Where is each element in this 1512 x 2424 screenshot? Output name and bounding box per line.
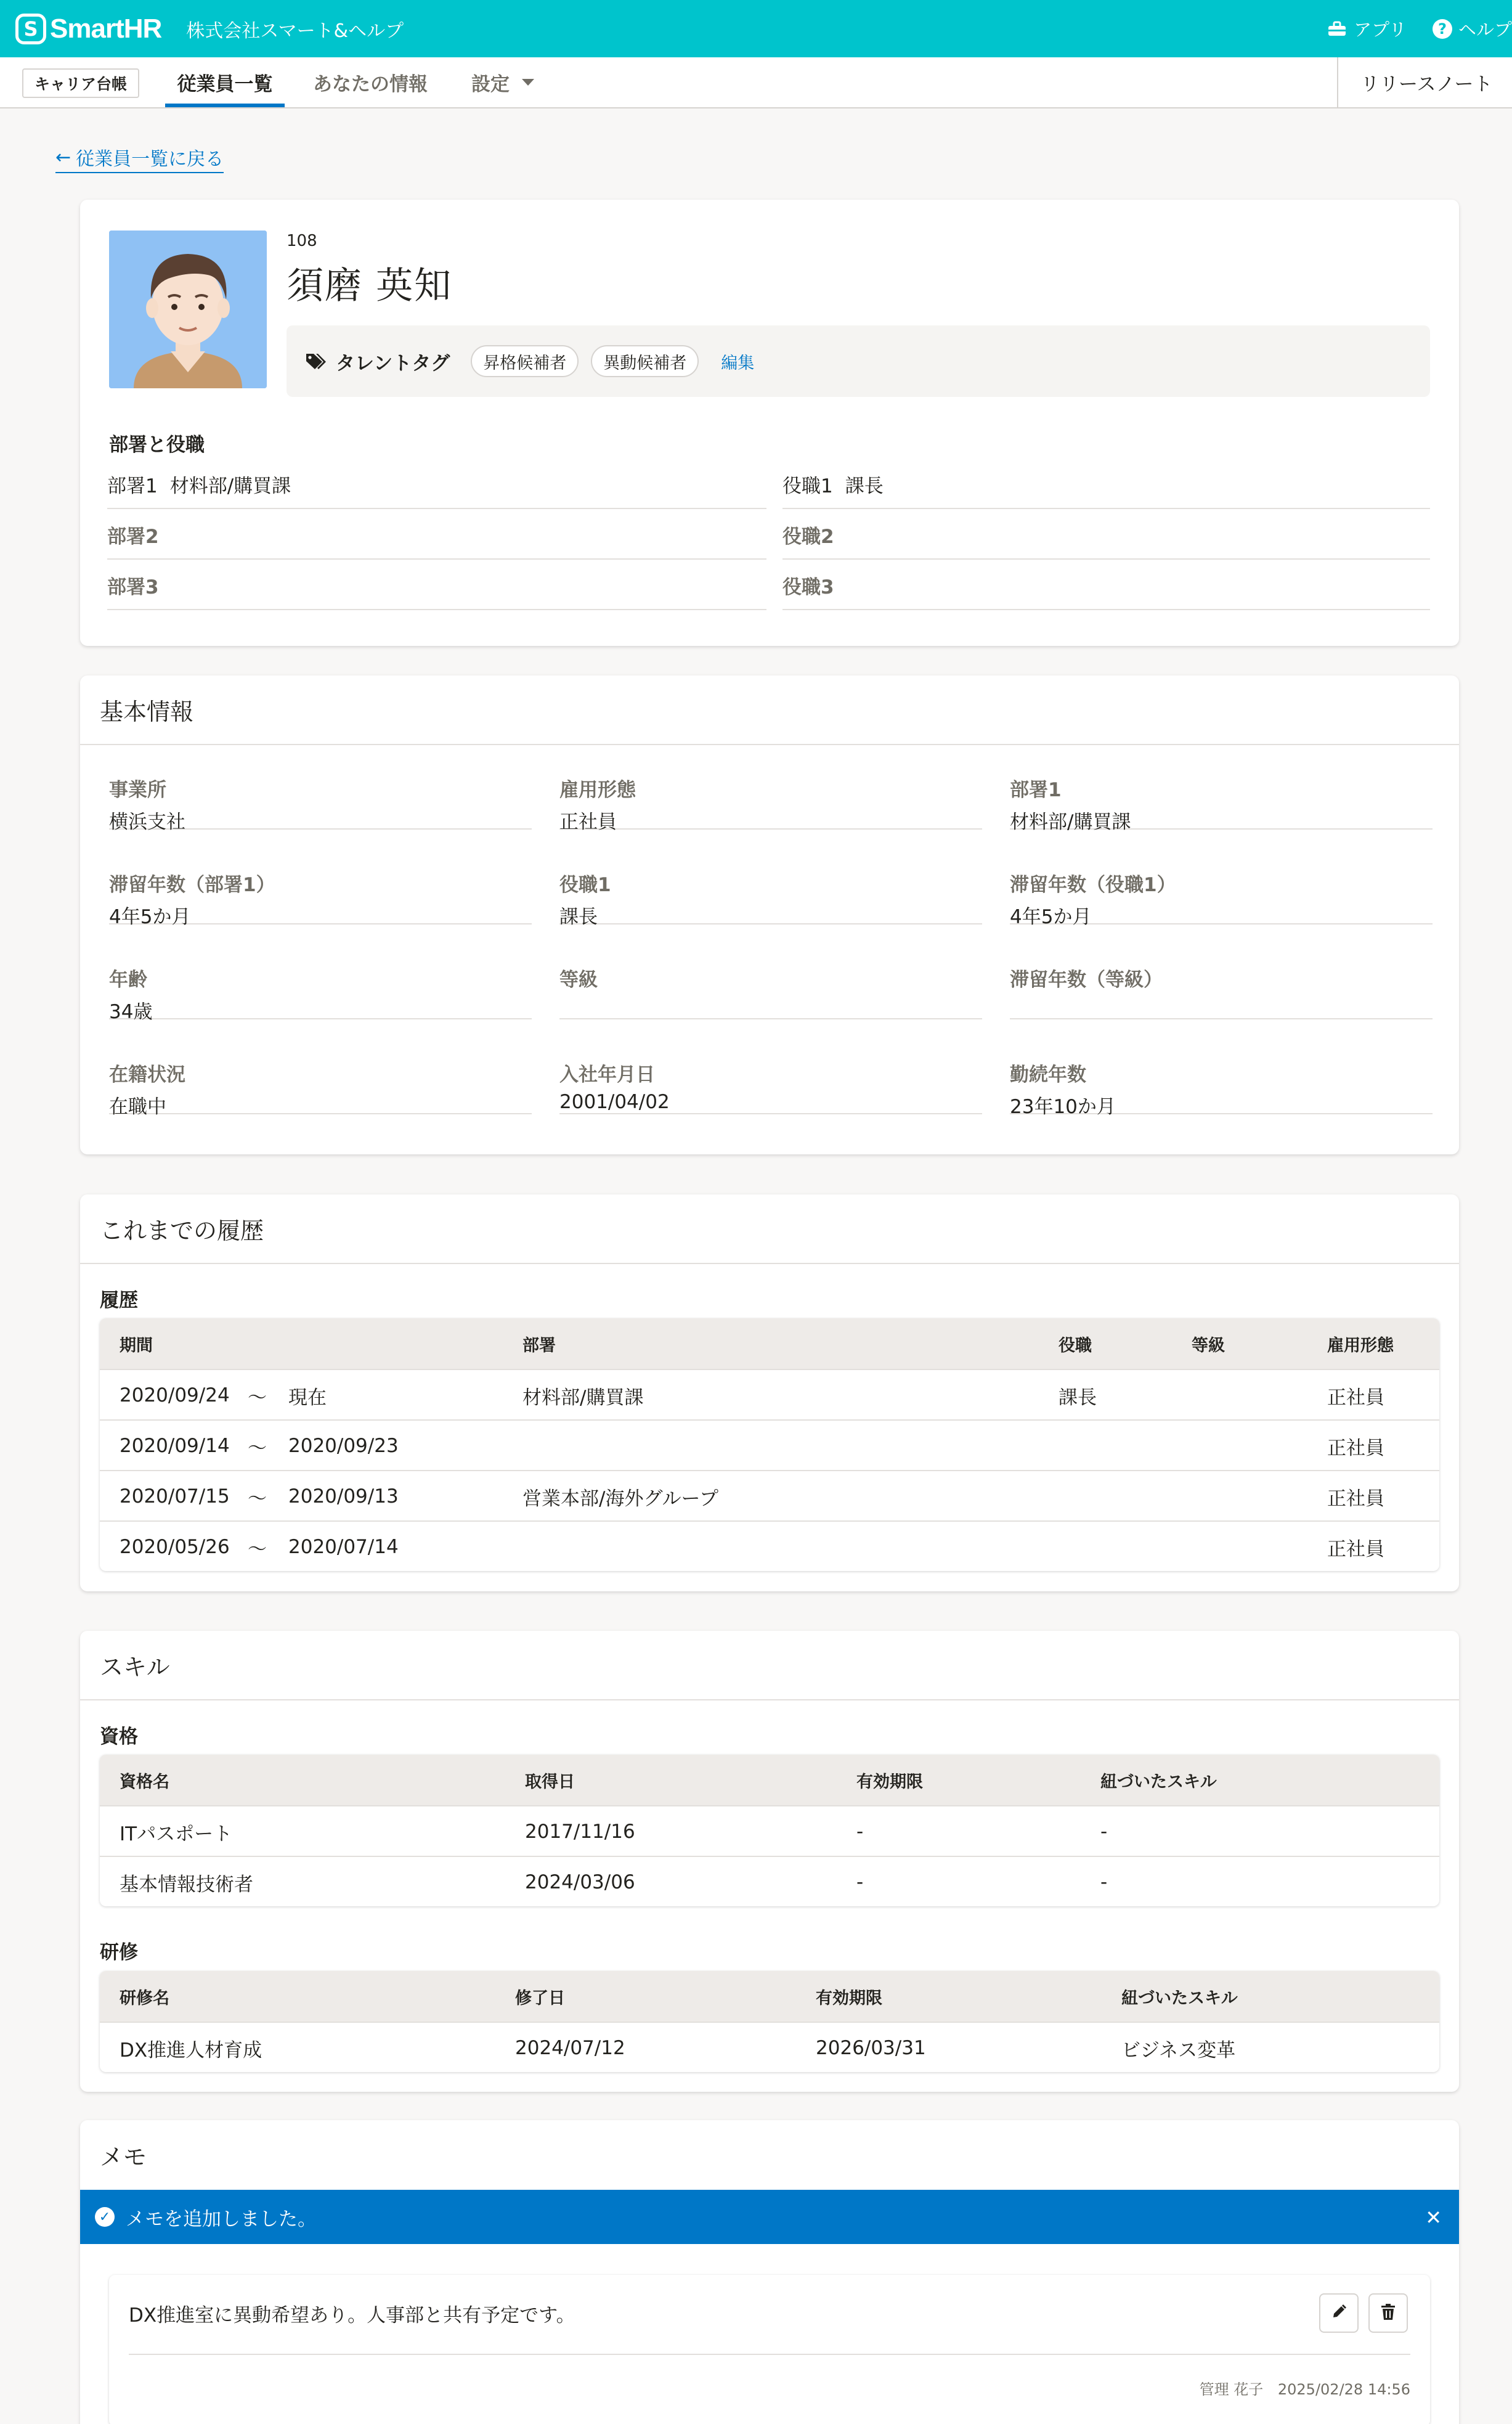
help-button[interactable] [1433,16,1512,41]
department-row [107,561,766,610]
field-value: 横浜支社 [109,811,185,833]
qualifications-title: 資格 [100,1726,138,1748]
info-field [1010,863,1433,928]
field-label: 滞留年数（等級） [1010,969,1163,991]
tab-your-info[interactable] [313,57,428,107]
field-value: 2001/04/02 [559,1091,670,1113]
column-header: 役職 [1059,1336,1092,1355]
field-label: 役職1 [559,874,611,896]
period-from: 2020/09/14 [120,1435,230,1457]
field-label: 在籍状況 [109,1064,185,1086]
expiry-date: 2026/03/31 [816,2037,926,2059]
smarthr-logo-icon: S [15,14,46,44]
info-field [559,958,982,1019]
field-label: 部署1 [1010,779,1062,801]
skills-title: スキル [80,1631,1459,1700]
field-value: 4年5か月 [109,906,191,928]
position-label: 役職3 [782,576,834,598]
period-separator: 〜 [248,1487,267,1510]
info-field [109,863,532,928]
period-to: 2020/09/23 [288,1435,399,1457]
field-label: 等級 [559,969,598,991]
field-label: 滞留年数（役職1） [1010,874,1176,896]
history-department: 営業本部/海外グループ [522,1487,718,1510]
column-header: 等級 [1192,1336,1225,1355]
employee-avatar [109,231,267,388]
info-field [1010,958,1433,1019]
tag-icon [305,352,327,370]
info-field [559,1053,982,1114]
field-label: 事業所 [109,779,166,801]
history-table-title: 履歴 [100,1289,138,1312]
history-department: 材料部/購買課 [522,1386,644,1409]
period-separator: 〜 [248,1538,267,1561]
completion-date: 2024/07/12 [515,2037,625,2059]
info-field [1010,1053,1433,1118]
tab-settings[interactable] [471,57,534,107]
memo-title: メモ [100,2144,147,2171]
period-from: 2020/09/24 [120,1384,230,1406]
acquired-date: 2017/11/16 [525,1821,635,1843]
period-from: 2020/07/15 [120,1485,230,1508]
period-to: 2020/09/13 [288,1485,399,1508]
table-header [100,1318,1439,1369]
memo-item [109,2275,1430,2424]
history-employment: 正社員 [1327,1538,1384,1561]
info-field [559,768,982,833]
column-header: 期間 [120,1336,153,1355]
release-notes-label: リリースノート [1360,73,1493,96]
memo-datetime: 2025/02/28 14:56 [1277,2381,1410,2398]
position-value: 課長 [845,475,884,497]
department-value: 材料部/購買課 [169,475,291,497]
career-ledger-button[interactable]: キャリア台帳 [22,68,139,98]
tab-label: 設定 [471,73,510,96]
position-row [782,510,1430,560]
department-label: 部署3 [107,576,159,598]
field-label: 雇用形態 [559,779,636,801]
field-value: 材料部/購買課 [1010,811,1131,833]
table-row [100,1470,1439,1520]
close-icon[interactable]: ✕ [1425,2206,1442,2229]
chevron-down-icon [522,79,534,86]
field-value: 23年10か月 [1010,1096,1116,1118]
column-header: 紐づいたスキル [1100,1772,1217,1792]
trash-icon [1380,2303,1396,2323]
tab-employee-list[interactable] [165,57,285,107]
release-notes-link[interactable] [1337,57,1512,107]
department-label: 部署1 [107,475,158,497]
skills-card [80,1631,1459,2092]
department-row [107,460,766,509]
help-icon: ? [1433,19,1452,39]
table-row [100,1369,1439,1419]
table-row [100,1520,1439,1571]
column-header: 資格名 [120,1772,169,1792]
alert-message: メモを追加しました。 [126,2208,317,2230]
dept-position-title: 部署と役職 [109,434,205,456]
trainings-title: 研修 [100,1941,138,1964]
history-title: これまでの履歴 [80,1194,1459,1264]
qualifications-table [100,1755,1439,1906]
expiry-date: - [856,1821,864,1843]
back-to-employee-list-link[interactable] [55,144,224,173]
field-value: 課長 [559,906,598,928]
field-label: 入社年月日 [559,1064,655,1086]
info-field [109,768,532,833]
edit-tags-link[interactable]: 編集 [721,353,755,373]
history-employment: 正社員 [1327,1487,1384,1510]
top-header [0,0,1512,57]
history-table [100,1318,1439,1571]
qualification-name: ITパスポート [120,1822,233,1845]
smarthr-logo[interactable] [15,14,161,44]
basic-info-card [80,675,1459,1154]
check-circle-icon: ✓ [95,2207,115,2227]
history-employment: 正社員 [1327,1386,1384,1409]
pencil-icon [1330,2303,1347,2323]
help-label: ヘルプ [1458,19,1512,40]
talent-tag-box [287,325,1430,397]
divider [129,2354,1410,2355]
employee-name: 須磨 英知 [287,264,453,308]
field-label: 勤続年数 [1010,1064,1086,1086]
column-header: 有効期限 [816,1988,882,2008]
employee-number: 108 [287,232,317,250]
table-row [100,1856,1439,1906]
company-name: 株式会社スマート&ヘルプ [186,20,404,42]
memo-author: 管理 花子 [1199,2381,1264,2398]
field-value: 34歳 [109,1001,153,1023]
info-field [1010,768,1433,833]
period-to: 現在 [288,1386,327,1409]
column-header: 修了日 [515,1988,565,2008]
logo-text: SmartHR [50,13,162,44]
toolbox-icon [1327,20,1347,38]
department-label: 部署2 [107,525,159,548]
column-header: 部署 [522,1336,556,1355]
column-header: 雇用形態 [1327,1336,1394,1355]
field-value: 正社員 [559,811,617,833]
field-label: 滞留年数（部署1） [109,874,275,896]
history-position: 課長 [1059,1386,1097,1409]
department-row [107,510,766,560]
apps-label: アプリ [1354,19,1407,40]
field-label: 年齢 [109,969,147,991]
expiry-date: - [856,1871,864,1893]
info-field [109,958,532,1023]
position-label: 役職2 [782,525,834,548]
apps-button[interactable] [1327,16,1407,41]
memo-added-alert [80,2190,1459,2244]
talent-tag-pill: 昇格候補者 [471,345,579,377]
training-name: DX推進人材育成 [120,2039,262,2062]
tab-label: 従業員一覧 [177,73,273,96]
linked-skill: - [1100,1821,1108,1843]
history-employment: 正社員 [1327,1437,1384,1459]
qualification-name: 基本情報技術者 [120,1873,253,1896]
acquired-date: 2024/03/06 [525,1871,635,1893]
table-row [100,2022,1439,2072]
arrow-left-icon: ← [55,146,71,168]
talent-tag-title: タレントタグ [336,352,450,375]
profile-card [80,200,1459,646]
info-field [559,863,982,928]
trainings-table [100,1971,1439,2072]
memo-card [80,2120,1459,2424]
period-from: 2020/05/26 [120,1536,230,1558]
linked-skill: - [1100,1871,1108,1893]
column-header: 研修名 [120,1988,169,2008]
memo-text: DX推進室に異動希望あり。人事部と共有予定です。 [129,2304,575,2327]
field-value: 4年5か月 [1010,906,1092,928]
back-link-label: 従業員一覧に戻る [76,149,224,170]
sub-navigation [0,57,1512,108]
table-header [100,1755,1439,1805]
edit-memo-button[interactable] [1319,2293,1359,2333]
field-value: 在職中 [109,1096,166,1118]
linked-skill: ビジネス変革 [1121,2039,1236,2062]
position-row [782,460,1430,509]
table-row [100,1419,1439,1470]
basic-info-title: 基本情報 [80,675,1459,745]
tab-label: あなたの情報 [313,73,428,96]
period-to: 2020/07/14 [288,1536,399,1558]
history-card [80,1194,1459,1591]
table-header [100,1971,1439,2022]
period-separator: 〜 [248,1437,267,1459]
memo-meta [1190,2377,1410,2399]
column-header: 紐づいたスキル [1121,1988,1238,2008]
delete-memo-button[interactable] [1368,2293,1408,2333]
position-row [782,561,1430,610]
column-header: 有効期限 [856,1772,923,1792]
column-header: 取得日 [525,1772,575,1792]
info-field [109,1053,532,1118]
period-separator: 〜 [248,1386,267,1409]
talent-tag-pill: 異動候補者 [591,345,699,377]
position-label: 役職1 [782,475,833,497]
table-row [100,1805,1439,1856]
